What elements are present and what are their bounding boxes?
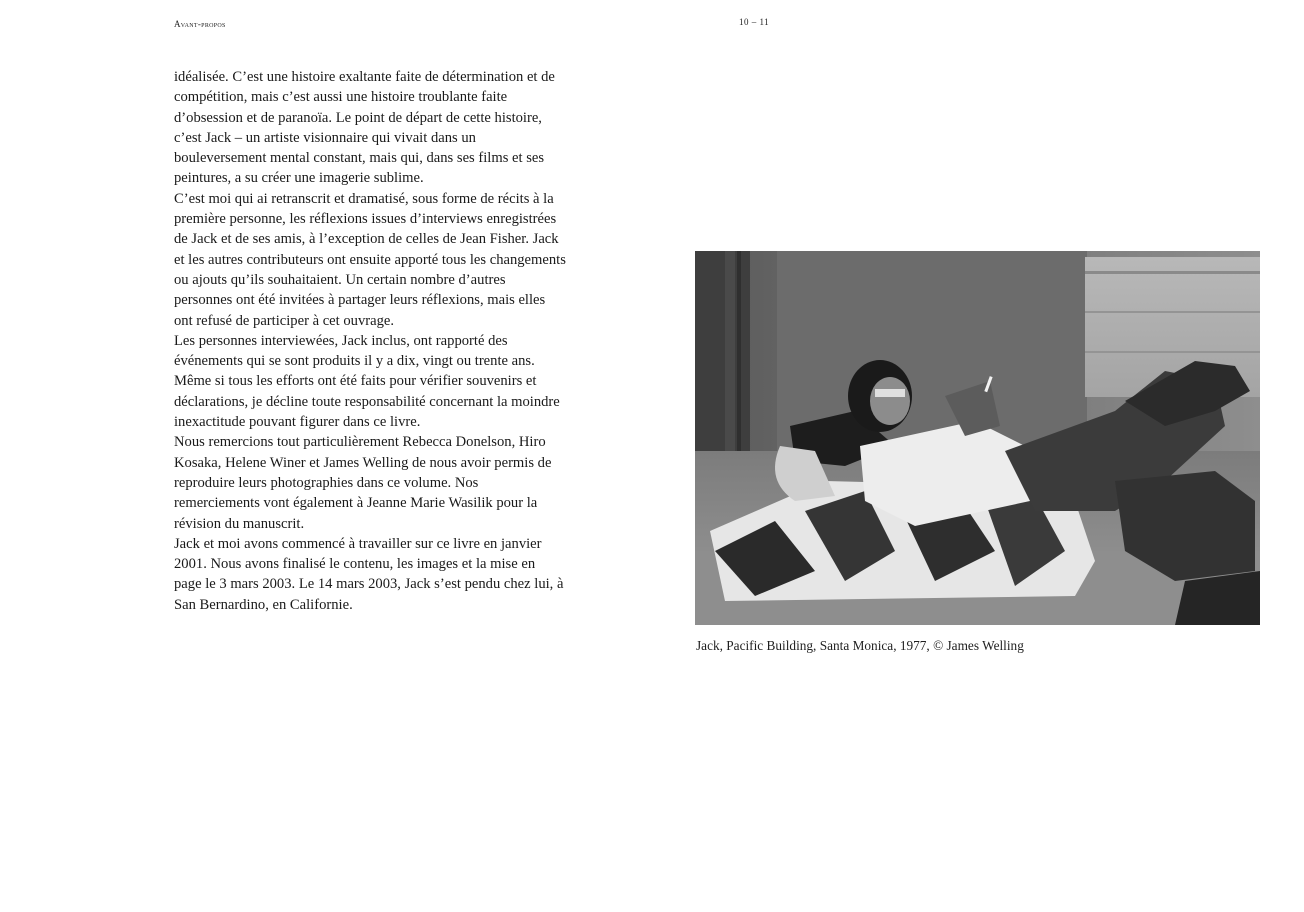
photograph-illustration bbox=[695, 251, 1260, 625]
body-text-column bbox=[174, 67, 566, 615]
running-head-section-title: Avant-propos bbox=[174, 19, 226, 29]
photo-caption: Jack, Pacific Building, Santa Monica, 1977, © James Welling bbox=[696, 638, 1024, 653]
paragraph: Nous remercions tout particulièrement Rebecca Donelson, Hiro Kosaka, Helene Winer et James Welling de nous avoir permis de reproduire leurs photographies dans ce volume. Nos remerciements vont également à Jeanne Marie Wasilik pour la révision du manuscrit. bbox=[174, 434, 552, 532]
paragraph: Jack et moi avons commencé à travailler sur ce livre en janvier 2001. Nous avons finalisé le contenu, les images et la mise en page le 3 mars 2003. Le 14 mars 2003, Jack s’est pendu chez lui, à San Bernardino, en Californie. bbox=[174, 535, 564, 613]
paragraph: idéalisée. C’est une histoire exaltante faite de détermination et de compétition, mais c’est aussi une histoire troublante faite d’obsession et de paranoïa. Le point de départ de cette histoire, c’est Jack – un artiste visionnaire qui vivait dans un bouleversement mental constant, mais qui, dans ses films et ses peintures, a su créer une imagerie sublime. bbox=[174, 69, 555, 187]
paragraph: Les personnes interviewées, Jack inclus, ont rapporté des événements qui se sont produits il y a dix, vingt ou trente ans. Même si tous les efforts ont été faits pour vérifier souvenirs et déclarations, je décline toute responsabilité concernant la moindre inexactitude pouvant figurer dans ce livre. bbox=[174, 332, 560, 431]
paragraph: C’est moi qui ai retranscrit et dramatisé, sous forme de récits à la première personne, les réflexions issues d’interviews enregistrées de Jack et de ses amis, à l’exception de celles de Jean Fisher. Jack et les autres contributeurs ont ensuite apporté tous les changements ou ajouts qu’ils souhaitaient. Un certain nombre d’autres personnes ont été invitées à partager leurs réflexions, mais elles ont refusé de participer à cet ouvrage. bbox=[174, 190, 566, 329]
photograph-jack-lying-on-mattress bbox=[695, 251, 1260, 625]
page-numbers: 10 – 11 bbox=[739, 17, 770, 27]
